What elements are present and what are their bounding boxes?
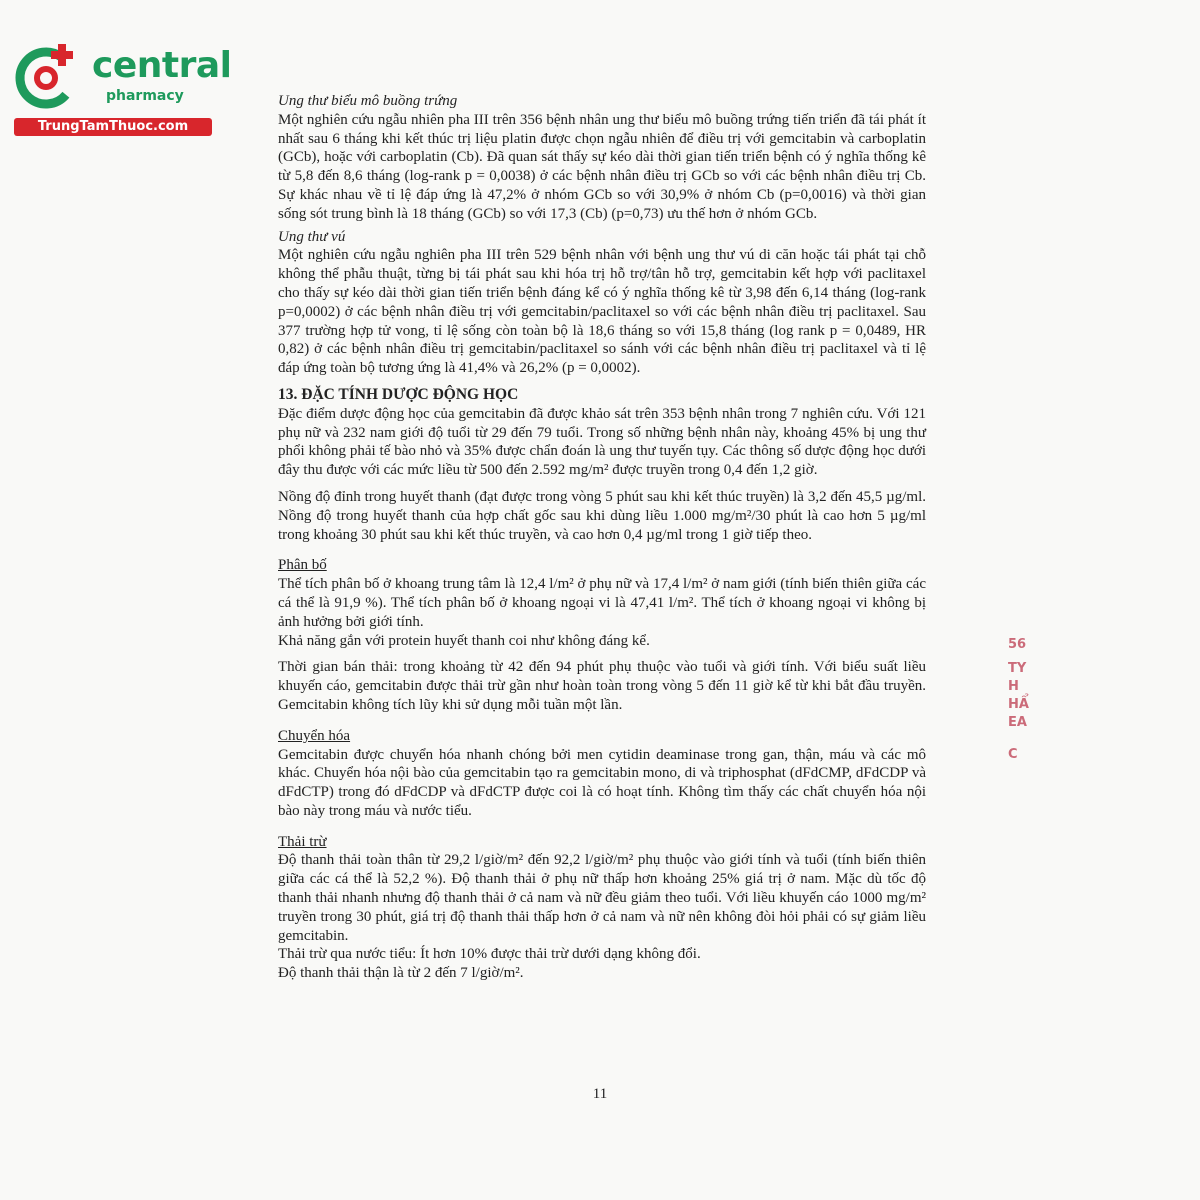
stamp-line: 56 (1008, 637, 1027, 652)
partial-stamp (1008, 636, 1044, 796)
ovarian-cancer-subtitle: Ung thư biểu mô buồng trứng (278, 93, 458, 109)
document-page (278, 92, 926, 983)
ovarian-cancer-paragraph: Một nghiên cứu ngẫu nhiên pha III trên 356 bệnh nhân ung thư biểu mô buồng trứng tiến triển đã tái phát ít nhất sau 6 tháng khi kết thúc trị liệu platin được chọn ngẫu nhiên để điều trị với gemcitabin và carboplatin (GCb), hoặc với carboplatin (Cb). Đã quan sát thấy sự kéo dài thời gian tiến triển bệnh có ý nghĩa thống kê từ 5,8 đến 8,6 tháng (log-rank p = 0,0038) ở các bệnh nhân điều trị GCb so với các bệnh nhân điều trị Cb. Sự khác nhau về tỉ lệ đáp ứng là 47,2% ở nhóm GCb so với 30,9% ở nhóm Cb (p=0,0016) và thời gian sống sót trung bình là 18 tháng (GCb) so với 17,3 (Cb) (p=0,73) ưu thế hơn ở nhóm GCb. (278, 111, 926, 222)
pharmacokinetics-heading: 13. ĐẶC TÍNH DƯỢC ĐỘNG HỌC (278, 385, 519, 403)
stamp-line: C (1008, 747, 1018, 762)
stamp-line: EA (1008, 715, 1027, 730)
excretion-paragraph-2: Thải trừ qua nước tiểu: Ít hơn 10% được thải trừ dưới dạng không đổi. (278, 946, 701, 963)
logo-banner: TrungTamThuoc.com (14, 118, 212, 136)
central-pharmacy-logo-icon (12, 40, 84, 112)
breast-cancer-subtitle: Ung thư vú (278, 228, 346, 245)
distribution-paragraph-3: Thời gian bán thải: trong khoảng từ 42 đến 94 phút phụ thuộc vào tuổi và giới tính. Với biểu suất liều khuyến cáo, gemcitabin được thải trừ gần như hoàn toàn trong vòng 5 đến 11 giờ kể từ khi bắt đầu truyền. Gemcitabin không tích lũy khi sử dụng mỗi tuần một lần. (278, 659, 926, 713)
metabolism-paragraph: Gemcitabin được chuyển hóa nhanh chóng bởi men cytidin deaminase trong gan, thận, máu và các mô khác. Chuyển hóa nội bào của gemcitabin tạo ra gemcitabin mono, di và triphosphat (dFdCMP, dFdCDP và dFdCTP) trong đó dFdCDP và dFdCTP được coi là có hoạt tính. Không tìm thấy các chất chuyển hóa nội bào này trong máu và nước tiểu. (278, 746, 926, 819)
pharmacy-logo (8, 36, 232, 136)
distribution-heading: Phân bố (278, 557, 327, 574)
excretion-heading: Thải trừ (278, 833, 327, 850)
stamp-line: H (1008, 679, 1019, 694)
excretion-paragraph-3: Độ thanh thải thận là từ 2 đến 7 l/giờ/m². (278, 965, 524, 982)
stamp-line: HẨ (1008, 697, 1029, 712)
logo-subtitle: pharmacy (106, 88, 184, 104)
stamp-line: TY (1008, 661, 1027, 676)
distribution-paragraph-1: Thể tích phân bố ở khoang trung tâm là 12,4 l/m² ở phụ nữ và 17,4 l/m² ở nam giới (tính biến thiên giữa các cá thể là 91,9 %). Thể tích phân bố ở khoang ngoại vi là 47,41 l/m². Thể tích ở khoang ngoại vi không bị ảnh hưởng bởi giới tính. (278, 576, 926, 630)
pharmacokinetics-paragraph-2: Nồng độ đỉnh trong huyết thanh (đạt được trong vòng 5 phút sau khi kết thúc truyền) là 3,2 đến 45,5 µg/ml. Nồng độ trong huyết thanh của hợp chất gốc sau khi dùng liều 1.000 mg/m²/30 phút là cao hơn 5 µg/ml trong khoảng 30 phút sau khi kết thúc truyền, và cao hơn 0,4 µg/ml trong 1 giờ tiếp theo. (278, 488, 926, 543)
breast-cancer-paragraph: Một nghiên cứu ngẫu nghiên pha III trên 529 bệnh nhân với bệnh ung thư vú di căn hoặc tái phát tại chỗ không thể phẫu thuật, từng bị tái phát sau khi hóa trị hỗ trợ/tân hỗ trợ, gemcitabin kết hợp với paclitaxel cho thấy sự kéo dài thời gian tiến triển bệnh đáng kể có ý nghĩa thống kê từ 3,98 đến 6,14 tháng (log-rank p=0,0002) ở các bệnh nhân điều trị với gemcitabin/paclitaxel so với các bệnh nhân điều trị paclitaxel. Sau 377 trường hợp tử vong, tỉ lệ sống còn toàn bộ là 18,6 tháng so với 15,8 tháng (log rank p = 0,0489, HR 0,82) ở các bệnh nhân điều trị gemcitabin/paclitaxel so sánh với các bệnh nhân điều trị paclitaxel và tỉ lệ đáp ứng toàn bộ tương ứng là 41,4% và 26,2% (p = 0,0002). (278, 247, 926, 377)
logo-name: central (92, 45, 232, 86)
metabolism-heading: Chuyển hóa (278, 727, 351, 744)
pharmacokinetics-paragraph-1: Đặc điểm dược động học của gemcitabin đã được khảo sát trên 353 bệnh nhân trong 7 nghiên cứu. Với 121 phụ nữ và 232 nam giới độ tuổi từ 29 đến 79 tuổi. Trong số những bệnh nhân này, khoảng 45% bị ung thư phổi không phải tế bào nhỏ và 35% được chẩn đoán là ung thư tuyến tụy. Các thông số dược động học dưới đây thu được với các mức liều từ 500 đến 2.592 mg/m² được truyền trong 0,4 đến 1,2 giờ. (278, 405, 926, 479)
excretion-paragraph-1: Độ thanh thải toàn thân từ 29,2 l/giờ/m² đến 92,2 l/giờ/m² phụ thuộc vào giới tính và tuổi (tính biến thiên giữa các cá thể là 52,2 %). Độ thanh thải ở phụ nữ thấp hơn khoảng 25% giá trị ở nam. Mặc dù tốc độ thanh thải nhanh nhưng độ thanh thải ở cả nam và nữ đều giảm theo tuổi. Với liều khuyến cáo 1000 mg/m² truyền trong 30 phút, giá trị độ thanh thải thấp hơn ở cả nam và nữ nên không đòi hỏi phải có sự giảm liều gemcitabin. (278, 852, 926, 944)
page-number: 11 (592, 1086, 608, 1102)
distribution-paragraph-2: Khả năng gắn với protein huyết thanh coi như không đáng kể. (278, 632, 650, 649)
